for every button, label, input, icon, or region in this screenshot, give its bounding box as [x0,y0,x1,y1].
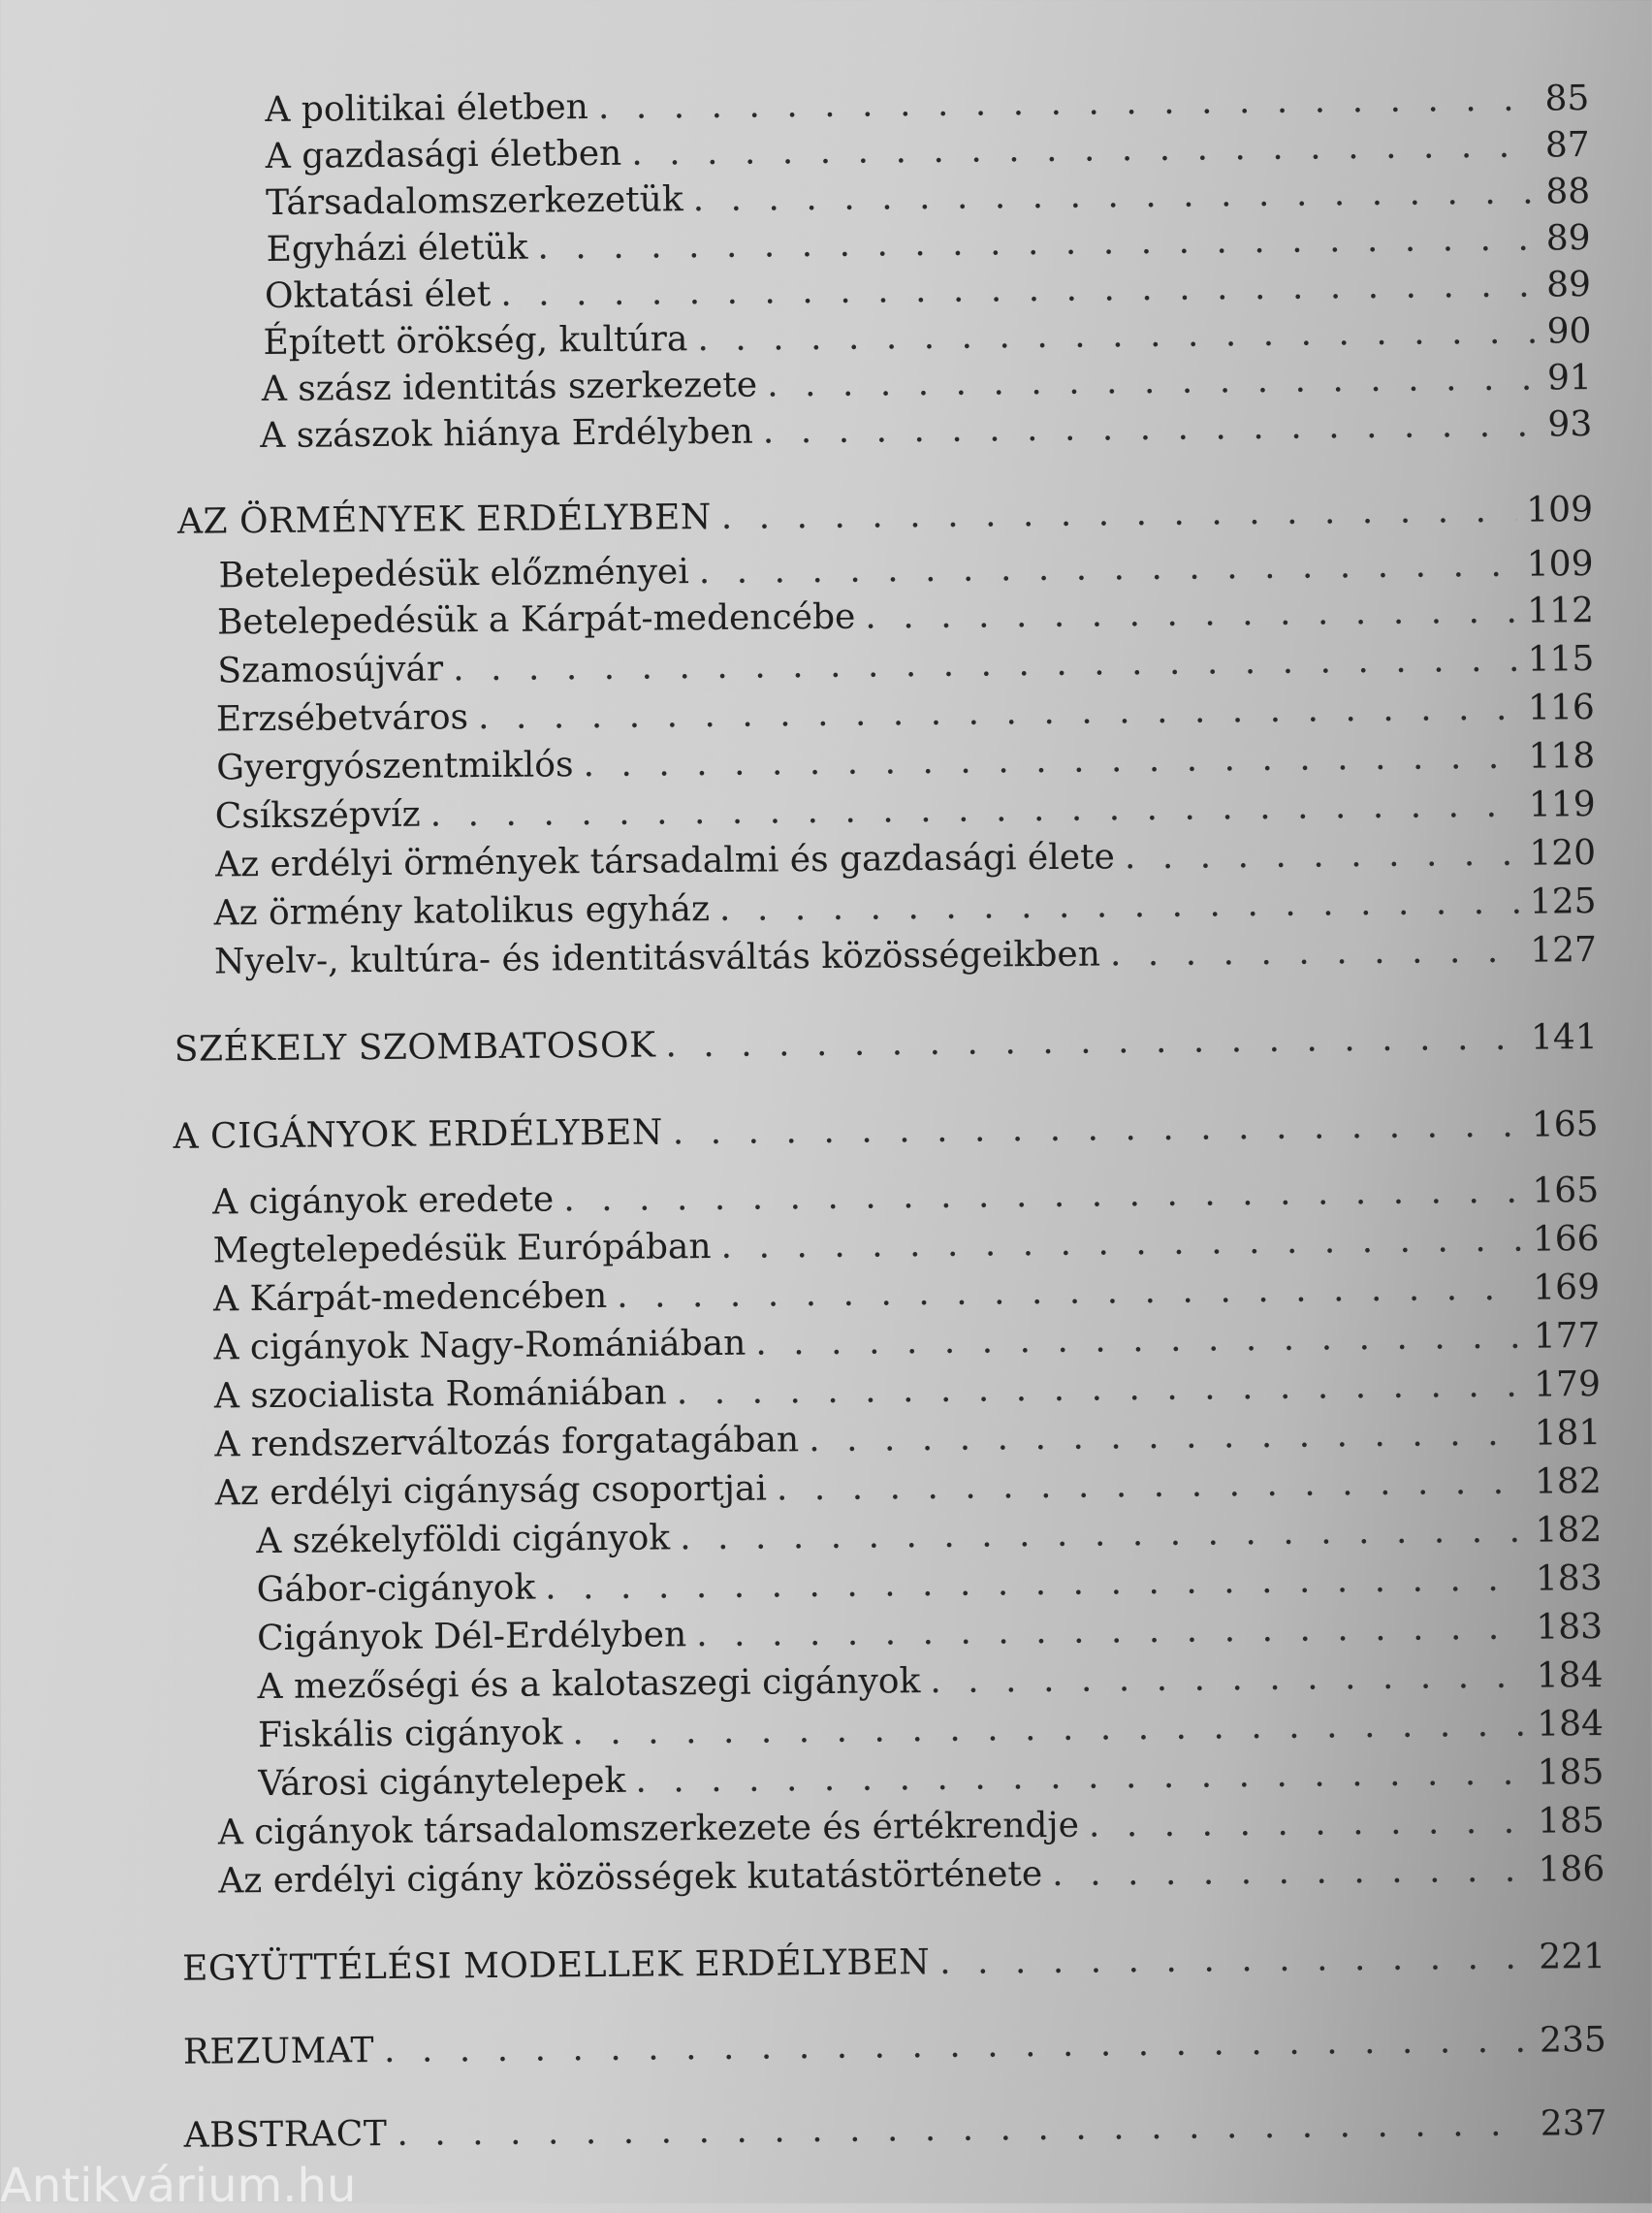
toc-entry [214,930,1597,981]
toc-entry-page: 90 [1546,311,1592,352]
toc-entry-page: 166 [1532,1219,1600,1260]
watermark: Antikvárium.hu [0,2159,357,2213]
toc-entry [218,1849,1604,1901]
leader-dots [692,173,1536,220]
toc-entry-label: Az erdélyi cigányság csoportjai [214,1468,768,1514]
toc-entry [212,1219,1599,1270]
leader-dots [720,1220,1523,1267]
toc-entry [215,1461,1602,1513]
leader-dots [453,640,1518,690]
leader-dots [665,1018,1521,1066]
leader-dots [430,786,1520,835]
leader-dots [696,1608,1527,1654]
toc-subentry [258,1752,1604,1804]
toc-section [182,1937,1605,1989]
toc-entry-label: A politikai életben [265,87,589,130]
toc-entry [216,688,1595,739]
toc-entry-page: 119 [1528,785,1596,825]
toc-section-title: AZ ÖRMÉNYEK ERDÉLYBEN [176,497,712,542]
leader-dots [763,405,1539,452]
toc-entry [212,1171,1599,1222]
toc-entry-page: 221 [1539,1937,1606,1977]
toc-entry-label: A szász identitás szerkezete [261,365,758,410]
toc-entry-page: 109 [1526,490,1594,530]
toc-entry-page: 184 [1536,1655,1604,1696]
toc-entry [214,1413,1601,1464]
toc-subentry [256,1510,1602,1561]
leader-dots [1052,1850,1529,1894]
toc-entry-label: Megtelepedésük Európában [212,1227,712,1271]
leader-dots [583,737,1518,785]
toc-entry-page: 185 [1537,1801,1604,1842]
toc-entry-page: 141 [1530,1017,1598,1058]
toc-entry-label: Betelepedésük a Kárpát-medencébe [216,596,856,643]
toc-entry-label: Az erdélyi örmények társadalmi és gazdasági élete [214,837,1116,885]
leader-dots [500,266,1537,314]
toc-entry-page: 184 [1537,1704,1604,1745]
toc-entry-label: Épített örökség, kultúra [263,319,688,364]
toc-entry-page: 116 [1527,688,1595,728]
leader-dots [384,2021,1530,2070]
toc-entry [216,736,1595,787]
toc-entry-page: 169 [1533,1267,1601,1308]
toc-entry-label: A Kárpát-medencében [212,1275,608,1320]
leader-dots [809,1414,1525,1459]
toc-entry-page: 118 [1528,736,1596,777]
toc-entry-label: A cigányok társadalomszerkezete és értékrendje [217,1805,1080,1853]
leader-dots [930,1656,1527,1701]
leader-dots [563,1171,1523,1220]
toc-entry [266,125,1590,176]
toc-entry [218,544,1593,595]
toc-entry-page: 112 [1527,591,1595,631]
toc-entry-page: 185 [1537,1752,1604,1793]
leader-dots [598,80,1536,127]
toc-entry-page: 183 [1536,1607,1604,1648]
toc-entry-page: 125 [1529,882,1597,922]
toc-entry-label: Betelepedésük előzményei [218,552,689,596]
toc-entry [265,265,1591,316]
leader-dots [777,1462,1526,1509]
toc-entry-label: Erzsébetváros [215,697,469,740]
toc-entry [266,172,1590,223]
leader-dots [545,1559,1526,1608]
leader-dots [1110,931,1521,975]
toc-entry-page: 89 [1546,265,1592,305]
leader-dots [617,1268,1523,1316]
toc-entry-label: Oktatási élet [264,273,492,317]
toc-section [173,1105,1598,1157]
toc-entry [214,1364,1601,1416]
toc-entry [262,358,1592,409]
leader-dots [680,1511,1526,1558]
toc-entry [213,1267,1600,1319]
toc-entry-label: A szászok hiánya Erdélyben [260,411,754,457]
toc-entry-label: A rendszerváltozás forgatagában [214,1420,800,1465]
toc-entry-page: 93 [1547,404,1593,445]
toc-subentry [258,1704,1604,1755]
toc-entry-page: 115 [1527,639,1595,680]
toc-section-title: SZÉKELY SZOMBATOSOK [174,1025,656,1070]
toc-section-title: ABSTRACT [183,2113,388,2156]
toc-entry-page: 183 [1535,1558,1603,1599]
toc-entry [213,1316,1600,1367]
leader-dots [631,126,1536,174]
toc-entry [260,404,1592,456]
leader-dots [719,882,1520,929]
leader-dots [397,2104,1531,2154]
toc-entry [218,1801,1604,1852]
leader-dots [537,219,1537,268]
toc-entry-label: A cigányok Nagy-Romániában [213,1323,747,1368]
leader-dots [755,1317,1524,1363]
toc-entry-page: 109 [1526,544,1594,585]
toc-section-title: REZUMAT [182,2031,375,2072]
toc-subentry [257,1655,1603,1707]
toc-entry-label: Szamosújvár [217,649,444,691]
toc-subentry [257,1558,1603,1610]
toc-entry [217,591,1594,642]
leader-dots [767,359,1538,405]
toc-entry-page: 165 [1532,1171,1600,1211]
toc-entry-label: Az erdélyi cigány közösségek kutatástörténete [218,1854,1043,1902]
toc-section-title: A CIGÁNYOK ERDÉLYBEN [173,1112,663,1157]
leader-dots [673,1106,1522,1153]
leader-dots [865,592,1517,637]
leader-dots [699,545,1517,592]
leader-dots [1125,834,1520,878]
toc-entry-label: Gábor-cigányok [256,1567,536,1611]
toc-entry-label: Városi cigánytelepek [258,1760,626,1805]
toc-entry [266,218,1590,270]
toc-entry-page: 88 [1545,172,1591,212]
toc-section [183,2020,1606,2072]
toc-entry-label: Az örmény katolikus egyház [213,889,711,934]
toc-entry-label: A gazdasági életben [265,133,622,176]
toc-subentry [257,1607,1603,1658]
toc-entry-page: 186 [1538,1849,1605,1890]
toc-entry [213,882,1596,933]
leader-dots [697,312,1538,360]
toc-entry [215,785,1596,836]
toc-entry-page: 120 [1529,833,1597,874]
leader-dots [677,1365,1525,1413]
toc-entry-page: 179 [1533,1364,1602,1405]
toc-entry-page: 235 [1539,2019,1606,2061]
toc-entry-label: Nyelv-, kultúra- és identitásváltás közösségeikben [213,934,1101,982]
toc-entry [263,311,1591,363]
toc-entry-page: 182 [1535,1510,1603,1551]
toc-entry-page: 89 [1545,218,1591,259]
toc-entry-page: 182 [1534,1461,1602,1502]
toc-entry-label: Egyházi életük [266,227,528,270]
toc-entry-label: Cigányok Dél-Erdélyben [256,1615,687,1659]
toc-section-title: EGYÜTTÉLÉSI MODELLEK ERDÉLYBEN [181,1942,931,1989]
toc-entry [265,79,1589,130]
toc-entry-page: 165 [1531,1105,1599,1145]
toc-entry-page: 237 [1540,2102,1607,2144]
toc-entry-label: Csíkszépvíz [214,794,421,837]
toc-entry [217,639,1594,690]
toc-entry-page: 127 [1530,930,1598,971]
leader-dots [721,491,1517,537]
toc-entry-page: 85 [1544,79,1590,119]
toc-section [175,1017,1598,1070]
leader-dots [1089,1802,1529,1845]
toc-entry-label: A cigányok eredete [212,1179,555,1223]
toc-section [183,2103,1606,2156]
leader-dots [478,689,1518,737]
toc-entry-page: 87 [1544,125,1590,166]
toc-entry-label: Gyergyószentmiklós [216,745,574,788]
leader-dots [635,1753,1528,1801]
toc-section [177,490,1593,542]
toc-entry-label: A székelyföldi cigányok [256,1518,671,1562]
toc-entry-label: A szocialista Romániában [213,1372,667,1417]
toc-entry-label: Fiskális cigányok [257,1713,563,1756]
toc-entry [215,833,1596,884]
toc-entry-label: Társadalomszerkezetük [266,179,683,223]
leader-dots [939,1938,1530,1982]
toc-entry-label: A mezőségi és a kalotaszegi cigányok [257,1661,921,1708]
toc-entry-page: 181 [1534,1413,1602,1454]
leader-dots [572,1705,1527,1753]
toc-entry-page: 91 [1546,358,1593,399]
toc-entry-page: 177 [1533,1316,1601,1357]
